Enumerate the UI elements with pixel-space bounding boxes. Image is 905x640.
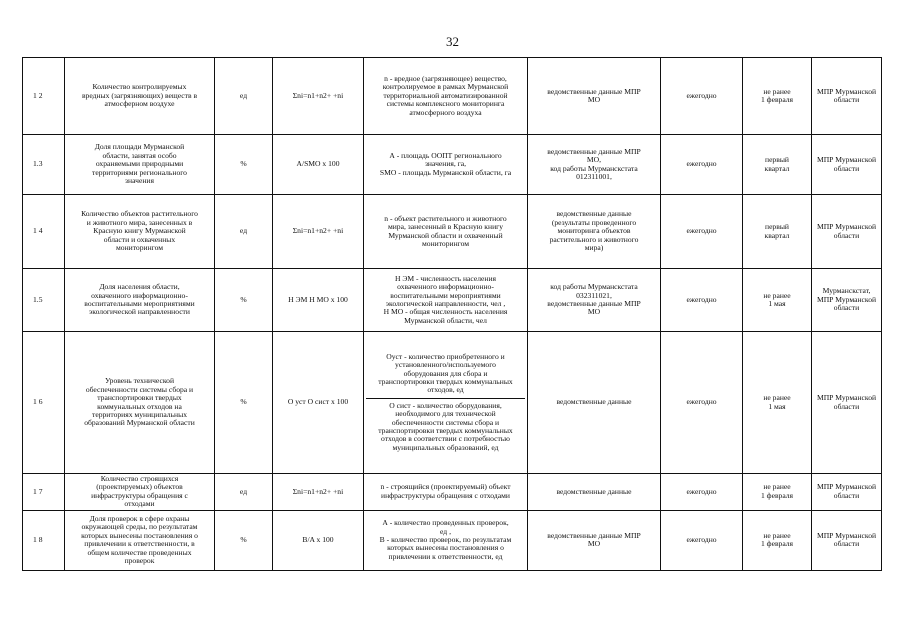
indicator-name-line: Доля проверок в сфере охраны bbox=[89, 513, 190, 523]
source-cell-line: мира) bbox=[584, 243, 604, 253]
row-number-line: 1 8 bbox=[33, 534, 43, 544]
indicator-name-line: области и охваченных bbox=[103, 234, 176, 244]
deadline-cell bbox=[743, 474, 812, 511]
responsible-cell bbox=[812, 332, 882, 474]
description-line: транспортировки твердых коммунальных bbox=[378, 426, 513, 436]
source-cell-line: ведомственные данные bbox=[556, 209, 632, 219]
indicator-name bbox=[65, 474, 215, 511]
source-cell-line: ведомственные данные МПР bbox=[547, 299, 641, 308]
deadline-cell-line: не ранее bbox=[763, 530, 791, 540]
unit-cell-line: % bbox=[240, 534, 247, 544]
unit-cell-line: % bbox=[240, 294, 247, 304]
source-cell-line: МО, bbox=[586, 155, 602, 165]
description-cell-line: Мурманской области, чел bbox=[404, 315, 487, 325]
deadline-cell bbox=[743, 510, 812, 570]
source-cell-line: 012311001, bbox=[576, 171, 612, 181]
frequency-cell-line: ежегодно bbox=[686, 534, 717, 544]
indicator-name-line: территориями регионального bbox=[92, 167, 187, 177]
source-cell bbox=[528, 474, 661, 511]
source-cell-line: ведомственные данные МПР bbox=[547, 86, 641, 96]
deadline-cell-line: 1 мая bbox=[768, 401, 786, 411]
description-line: транспортировки твердых коммунальных bbox=[378, 376, 513, 386]
frequency-cell bbox=[661, 58, 743, 135]
unit-cell-line: ед bbox=[239, 90, 248, 100]
responsible-cell bbox=[812, 510, 882, 570]
source-cell-line: ведомственные данные МПР bbox=[547, 530, 641, 540]
description-cell-line: мира, занесенный в Красную книгу bbox=[387, 222, 504, 232]
indicator-name-line: Красную книгу Мурманской bbox=[93, 226, 186, 236]
description-cell-line: В - количество проверок, по результатам bbox=[379, 534, 512, 544]
indicator-name-line: отходами bbox=[124, 499, 155, 509]
indicator-name-line: Уровень технической bbox=[104, 376, 175, 386]
row-number bbox=[23, 510, 65, 570]
source-cell bbox=[528, 58, 661, 135]
indicator-name-line: области, занятая особо bbox=[102, 150, 177, 160]
description-cell-line: Н ЭМ - численность населения bbox=[394, 273, 497, 283]
description-cell-line: n - объект растительного и животного bbox=[384, 213, 507, 223]
row-number bbox=[23, 195, 65, 269]
indicator-name-line: мониторингом bbox=[115, 243, 164, 253]
frequency-cell-line: ежегодно bbox=[686, 397, 717, 407]
row-number-line: 1.5 bbox=[33, 294, 43, 304]
description-line: установленного/используемого bbox=[395, 360, 496, 370]
description-cell-line: охваченного информационно- bbox=[397, 282, 494, 292]
page-number: 32 bbox=[446, 34, 459, 49]
description-part-top bbox=[366, 350, 525, 399]
formula-cell-line: Н ЭМ Н МО x 100 bbox=[288, 294, 348, 304]
description-cell-line: которых вынесены постановления о bbox=[387, 543, 504, 553]
description-cell-line: n - строящийся (проектируемый) объект bbox=[380, 482, 511, 492]
description-cell-line: SMO - площадь Мурманской области, га bbox=[379, 167, 512, 177]
indicator-name bbox=[65, 58, 215, 135]
row-number bbox=[23, 474, 65, 511]
indicator-name-line: образований Мурманской области bbox=[84, 418, 195, 428]
frequency-cell bbox=[661, 135, 743, 195]
responsible-cell-line: МПР Мурманской bbox=[816, 294, 877, 304]
indicator-name bbox=[65, 195, 215, 269]
responsible-cell bbox=[812, 269, 882, 332]
description-cell bbox=[364, 332, 528, 474]
description-cell bbox=[364, 269, 528, 332]
formula-cell-line: A/SMO x 100 bbox=[296, 159, 340, 169]
indicator-table bbox=[22, 57, 882, 571]
indicator-name-line: охваченного информационно- bbox=[91, 290, 188, 300]
table-row bbox=[23, 135, 882, 195]
indicator-name bbox=[65, 332, 215, 474]
unit-cell bbox=[215, 135, 273, 195]
source-cell-line: растительного и животного bbox=[549, 234, 639, 244]
deadline-cell-line: 1 февраля bbox=[760, 95, 794, 104]
deadline-cell-line: не ранее bbox=[763, 86, 791, 96]
deadline-cell-line: не ранее bbox=[763, 290, 791, 300]
formula-cell bbox=[273, 332, 364, 474]
deadline-cell bbox=[743, 135, 812, 195]
responsible-cell bbox=[812, 135, 882, 195]
description-cell-line: Н МО - общая численность населения bbox=[383, 307, 508, 317]
indicator-name-line: проверок bbox=[124, 555, 155, 565]
table-row bbox=[23, 58, 882, 135]
source-cell-line: ведомственные данные МПР bbox=[547, 146, 641, 156]
description-cell-line: контролируемое в рамках Мурманской bbox=[382, 82, 509, 92]
description-cell-line: атмосферного воздуха bbox=[409, 107, 482, 117]
table-row bbox=[23, 510, 882, 570]
description-line: отходов, ед bbox=[427, 385, 464, 395]
responsible-cell-line: области bbox=[833, 303, 860, 313]
source-cell bbox=[528, 332, 661, 474]
indicator-name-line: коммунальных отходов на bbox=[97, 401, 182, 411]
deadline-cell-line: 1 февраля bbox=[760, 539, 794, 549]
source-cell-line: мониторинга объектов bbox=[557, 226, 631, 236]
frequency-cell bbox=[661, 474, 743, 511]
frequency-cell bbox=[661, 195, 743, 269]
frequency-cell bbox=[661, 510, 743, 570]
source-cell bbox=[528, 269, 661, 332]
responsible-cell-line: Мурманскстат, bbox=[822, 286, 871, 296]
row-number-line: 1 4 bbox=[33, 226, 43, 236]
description-line: отходов в соответствии с потребностью bbox=[381, 434, 510, 444]
table-row bbox=[23, 195, 882, 269]
deadline-cell-line: 1 мая bbox=[768, 299, 786, 308]
formula-cell-line: Σni=n1+n2+ +ni bbox=[292, 90, 344, 100]
indicator-name-line: общем количестве проведенных bbox=[87, 547, 192, 557]
row-number-line: 1 7 bbox=[33, 486, 43, 496]
source-cell-line: 032311021, bbox=[576, 290, 612, 300]
indicator-name-line: обеспеченности системы сбора и bbox=[85, 384, 194, 394]
description-cell-line: мониторингом bbox=[421, 238, 470, 248]
responsible-cell bbox=[812, 474, 882, 511]
description-cell bbox=[364, 58, 528, 135]
deadline-cell-line: квартал bbox=[764, 163, 790, 173]
description-cell-line: ед , bbox=[440, 526, 451, 536]
frequency-cell-line: ежегодно bbox=[686, 294, 717, 304]
deadline-cell bbox=[743, 195, 812, 269]
description-cell-line: А - количество проведенных проверок, bbox=[382, 518, 509, 528]
deadline-cell-line: первый bbox=[765, 155, 789, 165]
unit-cell bbox=[215, 195, 273, 269]
source-cell-line: ведомственные данные bbox=[556, 486, 632, 496]
frequency-cell bbox=[661, 332, 743, 474]
deadline-cell bbox=[743, 332, 812, 474]
description-cell-line: значения, га, bbox=[424, 159, 467, 169]
description-cell-line: системы комплексного мониторинга bbox=[386, 99, 505, 109]
responsible-cell-line: МПР Мурманской bbox=[816, 155, 877, 165]
source-cell-line: МО bbox=[587, 95, 601, 104]
frequency-cell-line: ежегодно bbox=[686, 159, 717, 169]
description-cell bbox=[364, 474, 528, 511]
responsible-cell-line: МПР Мурманской bbox=[816, 86, 877, 96]
description-line: необходимого для технической bbox=[395, 409, 496, 419]
indicator-name-line: окружающей среды, по результатам bbox=[81, 522, 198, 532]
description-cell bbox=[364, 510, 528, 570]
description-line: муниципальных образований, ед bbox=[392, 442, 499, 452]
description-cell-line: экологической направленности, чел , bbox=[385, 299, 506, 308]
responsible-cell-line: области bbox=[833, 490, 860, 500]
source-cell-line: код работы Мурманскстата bbox=[550, 282, 638, 292]
unit-cell-line: % bbox=[240, 159, 247, 169]
indicator-name-line: привлечении к ответственности, в bbox=[84, 539, 195, 549]
formula-cell-line: О уст О сист x 100 bbox=[287, 397, 349, 407]
unit-cell bbox=[215, 510, 273, 570]
unit-cell bbox=[215, 332, 273, 474]
responsible-cell-line: области bbox=[833, 163, 860, 173]
formula-cell bbox=[273, 195, 364, 269]
formula-cell-line: B/A x 100 bbox=[302, 534, 334, 544]
responsible-cell-line: МПР Мурманской bbox=[816, 222, 877, 232]
responsible-cell-line: области bbox=[833, 401, 860, 411]
unit-cell-line: ед bbox=[239, 486, 248, 496]
table-row bbox=[23, 474, 882, 511]
indicator-name-line: инфраструктуры обращения с bbox=[91, 490, 188, 500]
deadline-cell-line: первый bbox=[765, 222, 789, 232]
deadline-cell-line: квартал bbox=[764, 230, 790, 240]
responsible-cell-line: МПР Мурманской bbox=[816, 530, 877, 540]
source-cell bbox=[528, 135, 661, 195]
description-cell-line: привлечении к ответственности, ед bbox=[388, 551, 503, 561]
row-number-line: 1 6 bbox=[33, 397, 43, 407]
responsible-cell-line: МПР Мурманской bbox=[816, 393, 877, 403]
indicator-name-line: и животного мира, занесенных в bbox=[86, 217, 193, 227]
frequency-cell-line: ежегодно bbox=[686, 90, 717, 100]
responsible-cell-line: области bbox=[833, 539, 860, 549]
deadline-cell-line: 1 февраля bbox=[760, 490, 794, 500]
description-cell-line: инфраструктуры обращения с отходами bbox=[381, 490, 510, 500]
source-cell-line: (результаты проведенного bbox=[551, 217, 637, 227]
source-cell-line: МО bbox=[587, 307, 601, 317]
indicator-name-line: территориях муниципальных bbox=[92, 409, 187, 419]
indicator-name-line: охраняемыми природными bbox=[95, 159, 184, 169]
indicator-name-line: которых вынесены постановления о bbox=[81, 530, 198, 540]
description-cell-line: А - площадь ООПТ регионального bbox=[389, 150, 502, 160]
indicator-name-line: Количество контролируемых bbox=[92, 82, 187, 92]
unit-cell bbox=[215, 269, 273, 332]
source-cell bbox=[528, 195, 661, 269]
indicator-name-line: Количество объектов растительного bbox=[81, 209, 198, 219]
indicator-name-line: Доля площади Мурманской bbox=[94, 142, 185, 152]
deadline-cell-line: не ранее bbox=[763, 482, 791, 492]
formula-cell bbox=[273, 58, 364, 135]
description-cell bbox=[364, 195, 528, 269]
indicator-name bbox=[65, 510, 215, 570]
formula-cell bbox=[273, 269, 364, 332]
description-cell-line: территориальной автоматизированной bbox=[383, 90, 508, 100]
description-part-bottom bbox=[366, 399, 525, 455]
formula-cell-line: Σni=n1+n2+ +ni bbox=[292, 226, 344, 236]
row-number bbox=[23, 332, 65, 474]
row-number bbox=[23, 269, 65, 332]
unit-cell bbox=[215, 58, 273, 135]
responsible-cell-line: МПР Мурманской bbox=[816, 482, 877, 492]
deadline-cell-line: не ранее bbox=[763, 393, 791, 403]
indicator-name-line: значения bbox=[125, 176, 154, 186]
row-number-line: 1.3 bbox=[33, 159, 43, 169]
deadline-cell bbox=[743, 269, 812, 332]
description-cell bbox=[364, 135, 528, 195]
row-number bbox=[23, 58, 65, 135]
description-cell-line: Мурманской области и охваченный bbox=[388, 230, 503, 240]
description-line: Оуст - количество приобретенного и bbox=[386, 351, 505, 361]
description-cell-line: n - вредное (загрязняющее) вещество, bbox=[384, 73, 507, 83]
source-cell-line: код работы Мурманскстата bbox=[550, 163, 638, 173]
frequency-cell bbox=[661, 269, 743, 332]
description-line: оборудования для сбора и bbox=[403, 368, 488, 378]
formula-cell bbox=[273, 135, 364, 195]
source-cell-line: ведомственные данные bbox=[556, 397, 632, 407]
formula-cell bbox=[273, 510, 364, 570]
responsible-cell bbox=[812, 58, 882, 135]
table-row bbox=[23, 332, 882, 474]
frequency-cell-line: ежегодно bbox=[686, 226, 717, 236]
formula-cell-line: Σni=n1+n2+ +ni bbox=[292, 486, 344, 496]
unit-cell-line: % bbox=[240, 397, 247, 407]
indicator-name-line: вредных (загрязняющих) веществ в bbox=[81, 90, 198, 100]
description-line: О сист - количество оборудования, bbox=[389, 400, 502, 410]
indicator-name-line: экологической направленности bbox=[89, 307, 190, 317]
indicator-name bbox=[65, 135, 215, 195]
indicator-name bbox=[65, 269, 215, 332]
responsible-cell-line: области bbox=[833, 95, 860, 104]
indicator-name-line: Количество строящихся bbox=[100, 474, 179, 483]
description-line: обеспеченности системы сбора и bbox=[391, 417, 500, 427]
description-cell-line: воспитательными мероприятиями bbox=[390, 290, 501, 300]
unit-cell bbox=[215, 474, 273, 511]
source-cell-line: МО bbox=[587, 539, 601, 549]
table-row bbox=[23, 269, 882, 332]
row-number bbox=[23, 135, 65, 195]
frequency-cell-line: ежегодно bbox=[686, 486, 717, 496]
unit-cell-line: ед bbox=[239, 226, 248, 236]
responsible-cell bbox=[812, 195, 882, 269]
indicator-name-line: воспитательными мероприятиями bbox=[84, 299, 195, 308]
indicator-name-line: транспортировки твердых bbox=[97, 393, 182, 403]
indicator-name-line: Доля населения области, bbox=[99, 282, 180, 292]
indicator-name-line: (проектируемых) объектов bbox=[96, 482, 183, 492]
formula-cell bbox=[273, 474, 364, 511]
deadline-cell bbox=[743, 58, 812, 135]
responsible-cell-line: области bbox=[833, 230, 860, 240]
indicator-name-line: атмосферном воздухе bbox=[104, 99, 175, 109]
row-number-line: 1 2 bbox=[33, 90, 43, 100]
source-cell bbox=[528, 510, 661, 570]
